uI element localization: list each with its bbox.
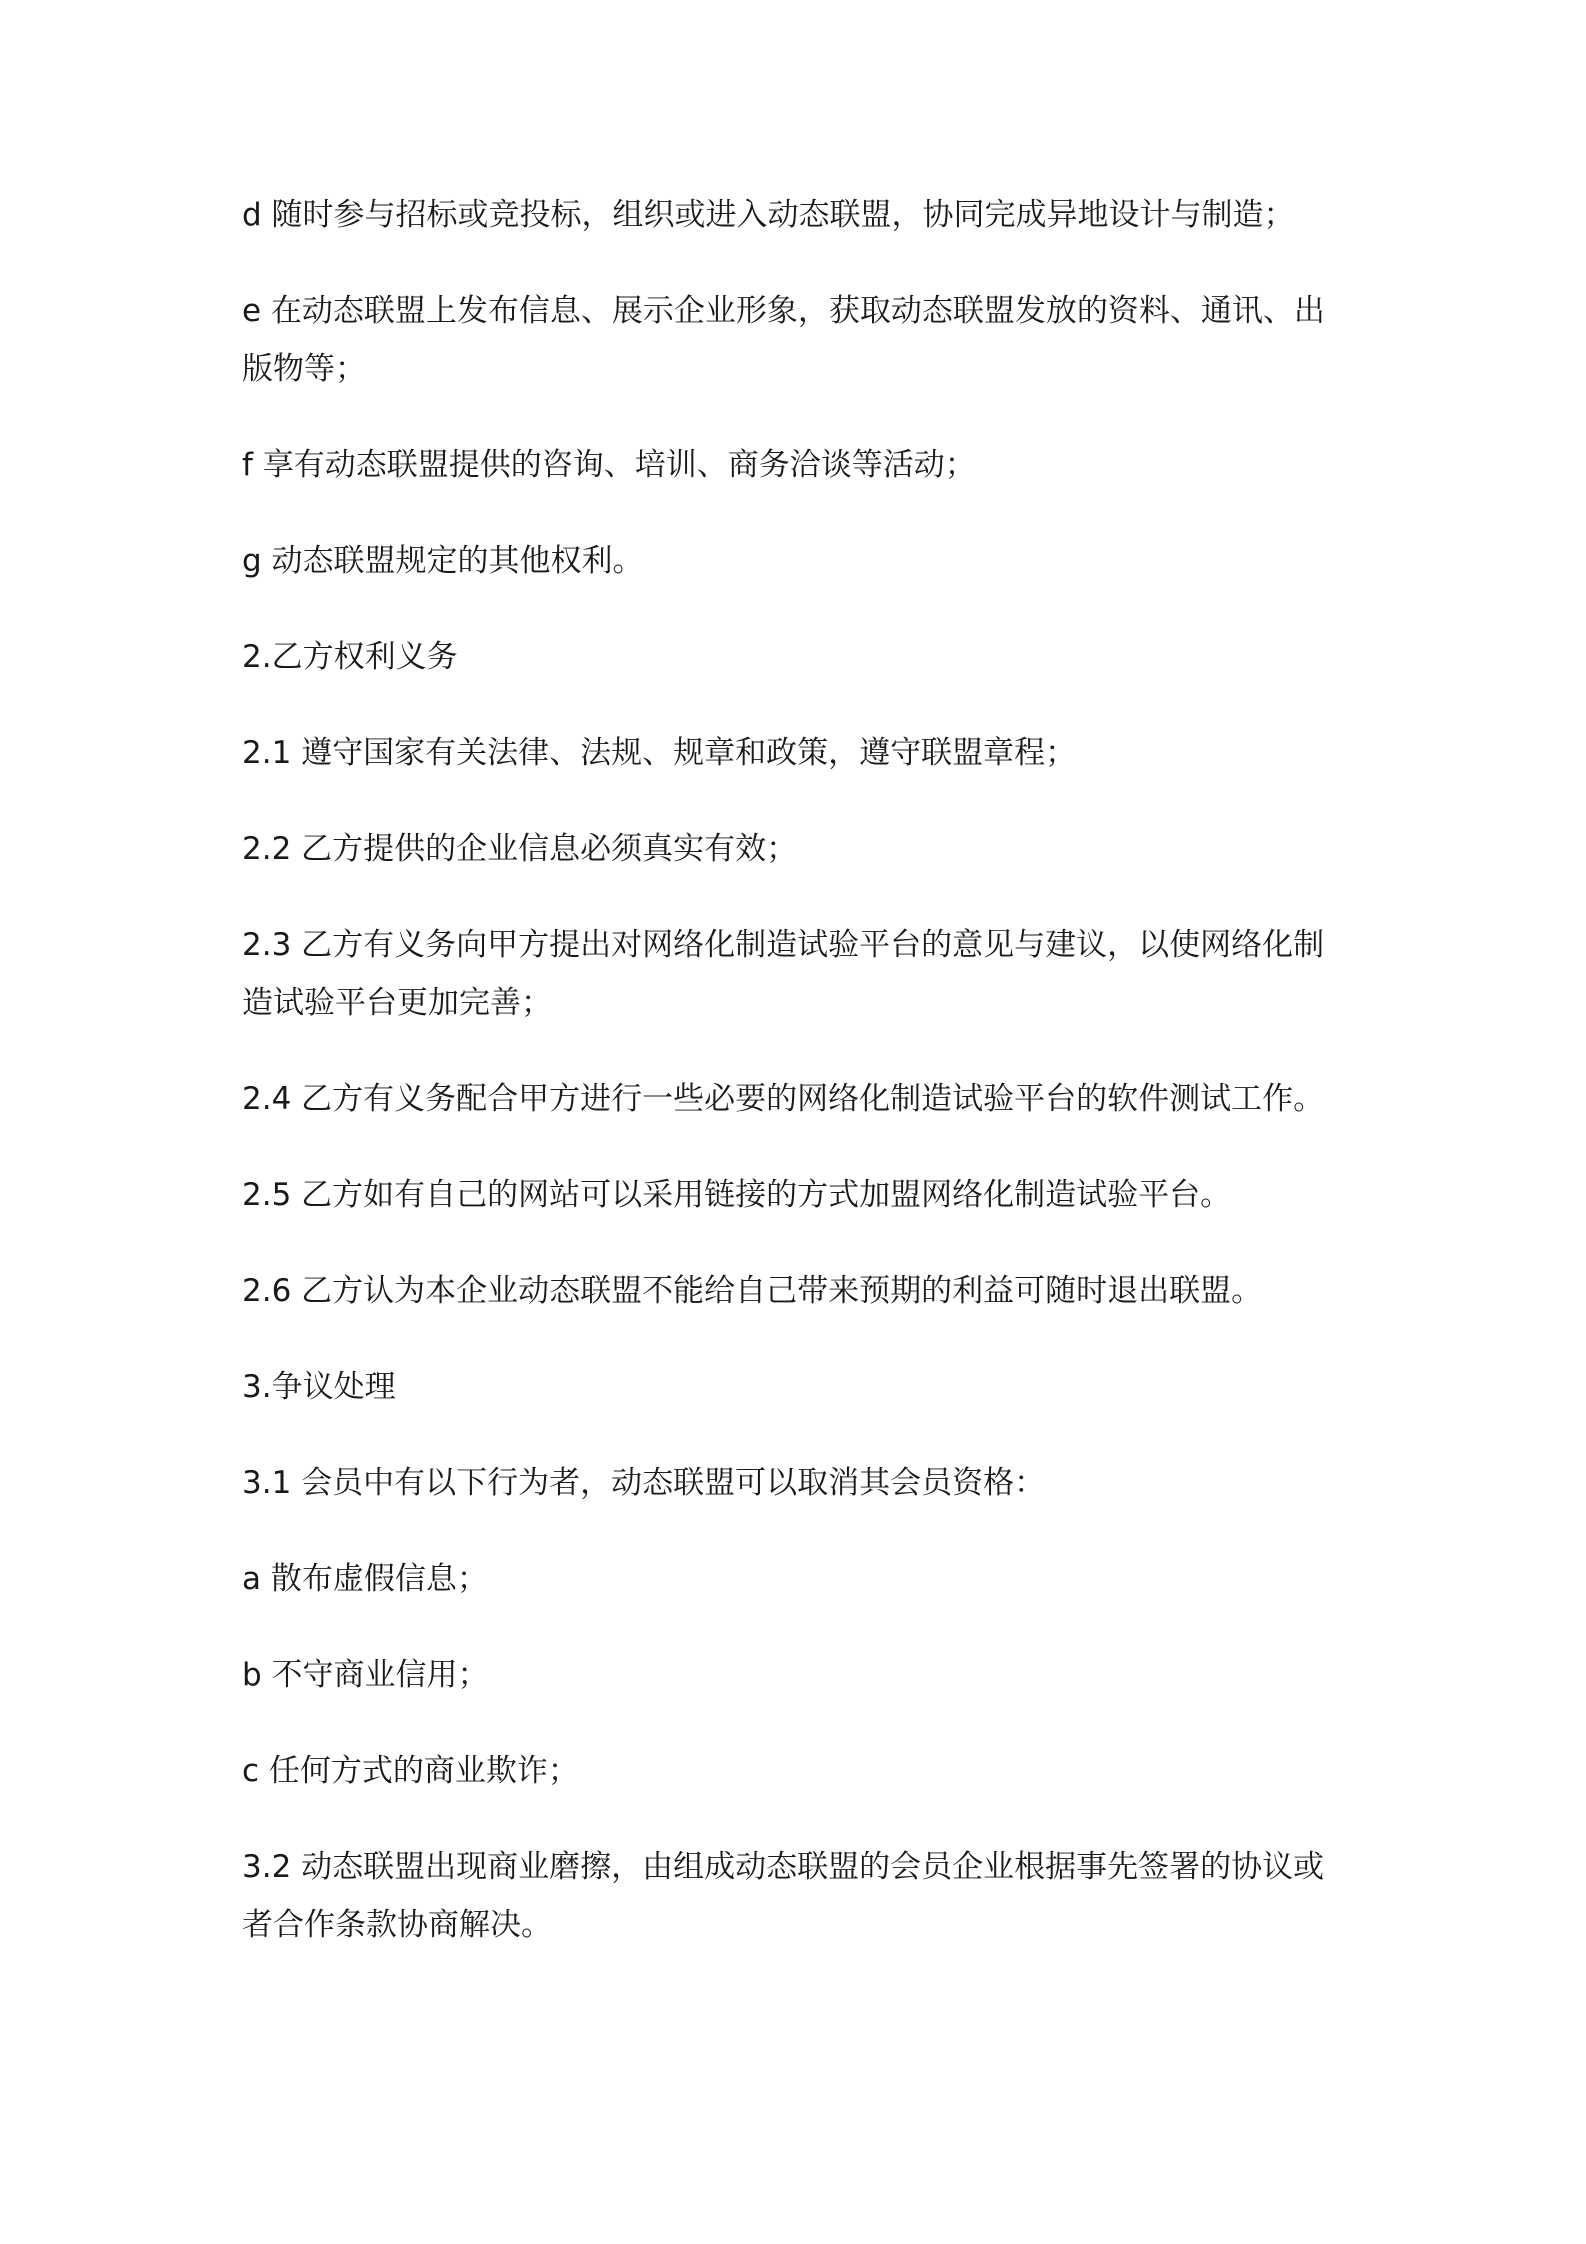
clause-2-3: 2.3 乙方有义务向甲方提出对网络化制造试验平台的意见与建议，以使网络化制造试验平台更加完善； [242, 927, 1325, 1021]
dispute-item-a: a 散布虚假信息； [242, 1561, 488, 1597]
clause-3-1: 3.1 会员中有以下行为者，动态联盟可以取消其会员资格： [242, 1465, 1046, 1501]
clause-2-1: 2.1 遵守国家有关法律、法规、规章和政策，遵守联盟章程； [242, 735, 1077, 771]
clause-3-2: 3.2 动态联盟出现商业磨擦，由组成动态联盟的会员企业根据事先签署的协议或者合作条款协商解决。 [242, 1849, 1325, 1943]
paragraph-rights-d: d 随时参与招标或竞投标，组织或进入动态联盟，协同完成异地设计与制造； [242, 197, 1295, 233]
paragraph-rights-e: e 在动态联盟上发布信息、展示企业形象，获取动态联盟发放的资料、通讯、出版物等； [242, 293, 1325, 387]
document-body [242, 186, 1352, 1992]
clause-2-2: 2.2 乙方提供的企业信息必须真实有效； [242, 831, 798, 867]
dispute-item-c: c 任何方式的商业欺诈； [242, 1753, 579, 1789]
paragraph-rights-g: g 动态联盟规定的其他权利。 [242, 543, 644, 579]
paragraph-rights-f: f 享有动态联盟提供的咨询、培训、商务洽谈等活动； [242, 447, 976, 483]
clause-2-5: 2.5 乙方如有自己的网站可以采用链接的方式加盟网络化制造试验平台。 [242, 1177, 1232, 1213]
dispute-item-b: b 不守商业信用； [242, 1657, 489, 1693]
clause-2-6: 2.6 乙方认为本企业动态联盟不能给自己带来预期的利益可随时退出联盟。 [242, 1273, 1263, 1309]
section-heading-party-b: 2.乙方权利义务 [242, 639, 458, 675]
section-heading-disputes: 3.争议处理 [242, 1369, 396, 1405]
clause-2-4: 2.4 乙方有义务配合甲方进行一些必要的网络化制造试验平台的软件测试工作。 [242, 1081, 1325, 1117]
